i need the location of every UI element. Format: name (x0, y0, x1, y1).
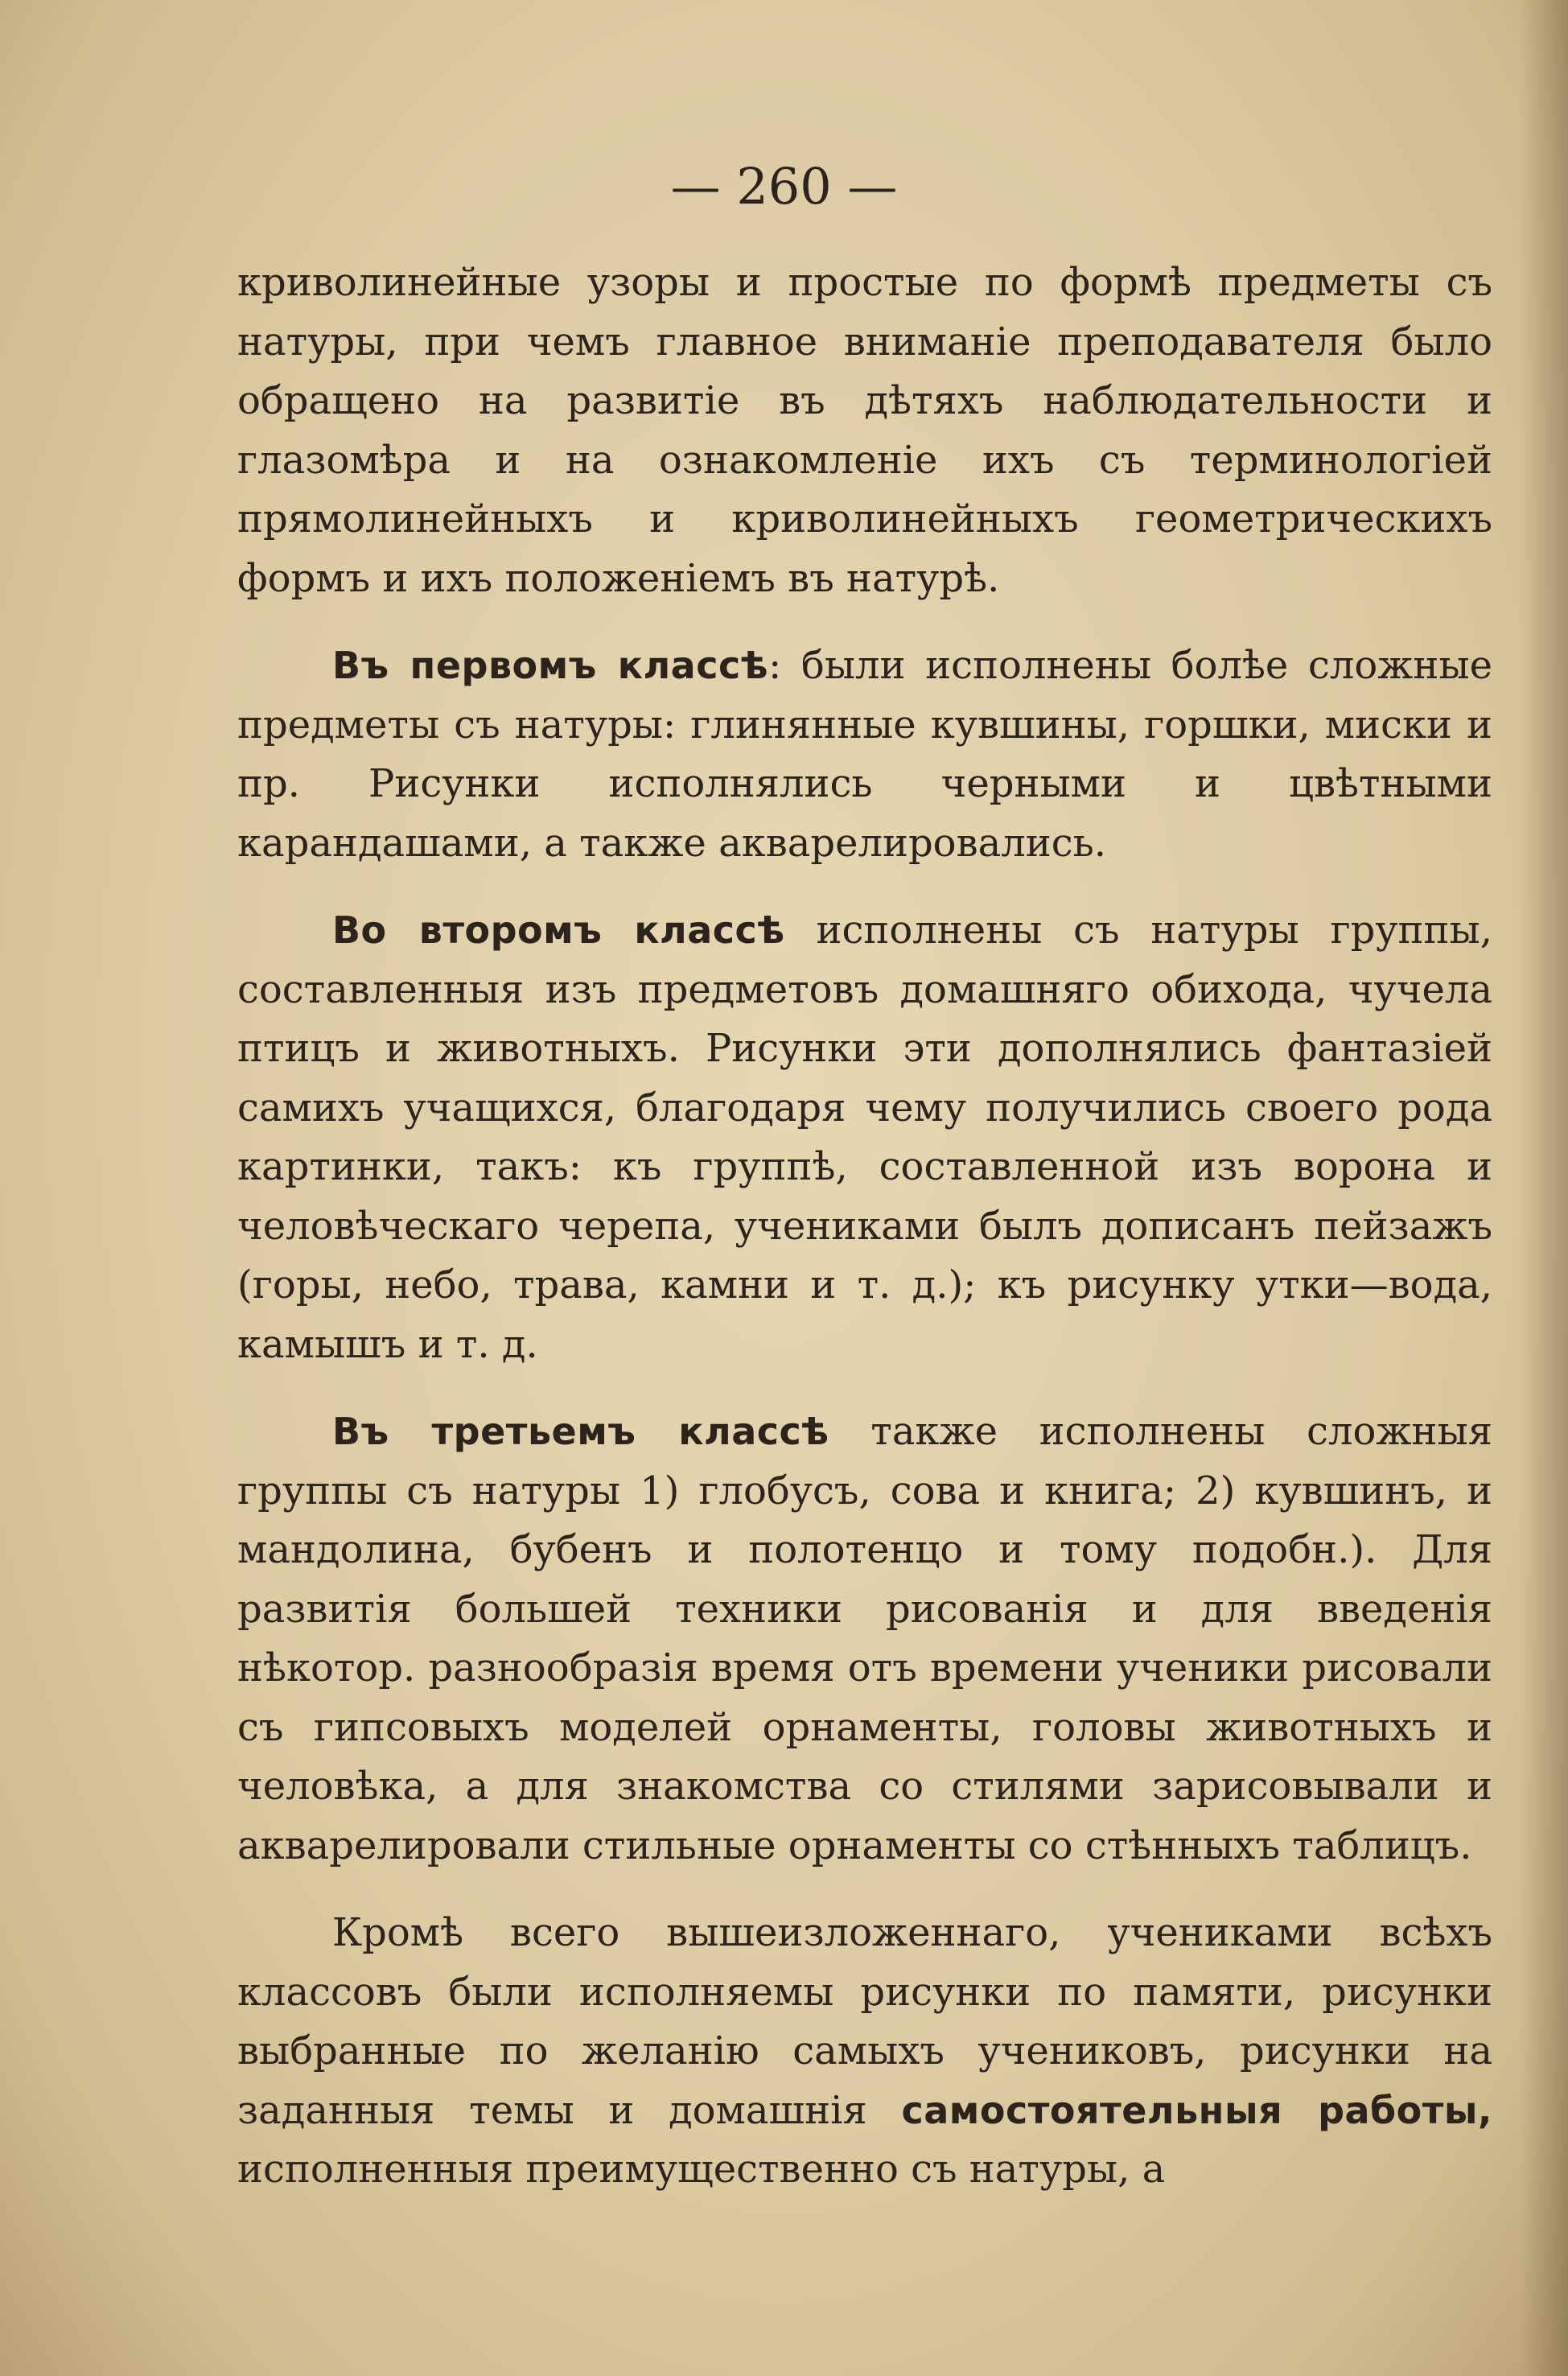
paragraph-second-class-text: исполнены съ натуры группы, составленныя изъ предметовъ домашняго обихода, чучела птицъ и животныхъ. Рисунки эти дополнялись фантазіей самихъ учащихся, благодаря чему получились своего рода картинки, такъ: къ группѣ, составленной изъ ворона и человѣческаго черепа, учениками былъ дописанъ пейзажъ (горы, небо, трава, камни и т. д.); къ рисунку утки—вода, камышъ и т. д. (237, 908, 1492, 1367)
paragraph-third-class (237, 1402, 1492, 1876)
page-number: — 260 — (670, 157, 898, 216)
emphasis-independent-work: самостоятельныя работы, (901, 2088, 1492, 2132)
paragraph-additional-work (237, 1904, 1492, 2200)
heading-first-class: Въ первомъ классѣ (332, 644, 769, 687)
heading-second-class: Во второмъ классѣ (332, 908, 785, 952)
page-edge-shadow (1520, 0, 1568, 2376)
paragraph-additional-text: исполненныя преимущественно съ натуры, а (237, 2147, 1166, 2192)
paragraph-third-class-text: также исполнены сложныя группы съ натуры 1) глобусъ, сова и книга; 2) кувшинъ, и мандолина, бубенъ и полотенцо и тому подобн.). Для развитія большей техники рисованія и для введенія нѣкотор. разнообразія время отъ времени ученики рисовали съ гипсовыхъ моделей орнаменты, головы животныхъ и человѣка, а для знакомства со стилями зарисовывали и акварелировали стильные орнаменты со стѣнныхъ таблицъ. (237, 1409, 1493, 1868)
paragraph-second-class (237, 901, 1492, 1374)
heading-third-class: Въ третьемъ классѣ (332, 1410, 829, 1453)
paragraph-continued: криволинейные узоры и простые по формѣ предметы съ натуры, при чемъ главное вниманіе преподавателя было обращено на развитіе въ дѣтяхъ наблюдательности и глазомѣра и на ознакомленіе ихъ съ терминологіей прямолинейныхъ и криволинейныхъ геометрическихъ формъ и ихъ положеніемъ въ натурѣ. (237, 260, 1492, 601)
paragraph-first-class-text: : были исполнены болѣе сложные предметы съ натуры: глинянные кувшины, горшки, миски и пр. Рисунки исполнялись черными и цвѣтными карандашами, а также акварелировались. (237, 643, 1492, 866)
body-text (237, 253, 1492, 2200)
paragraph-first-class (237, 636, 1492, 873)
paragraph-additional-lead: Кромѣ всего вышеизложеннаго, учениками всѣхъ классовъ были исполняемы рисунки по памяти, рисунки выбранные по желанію самыхъ учениковъ, рисунки на заданныя темы и домашнія (237, 1910, 1492, 2133)
